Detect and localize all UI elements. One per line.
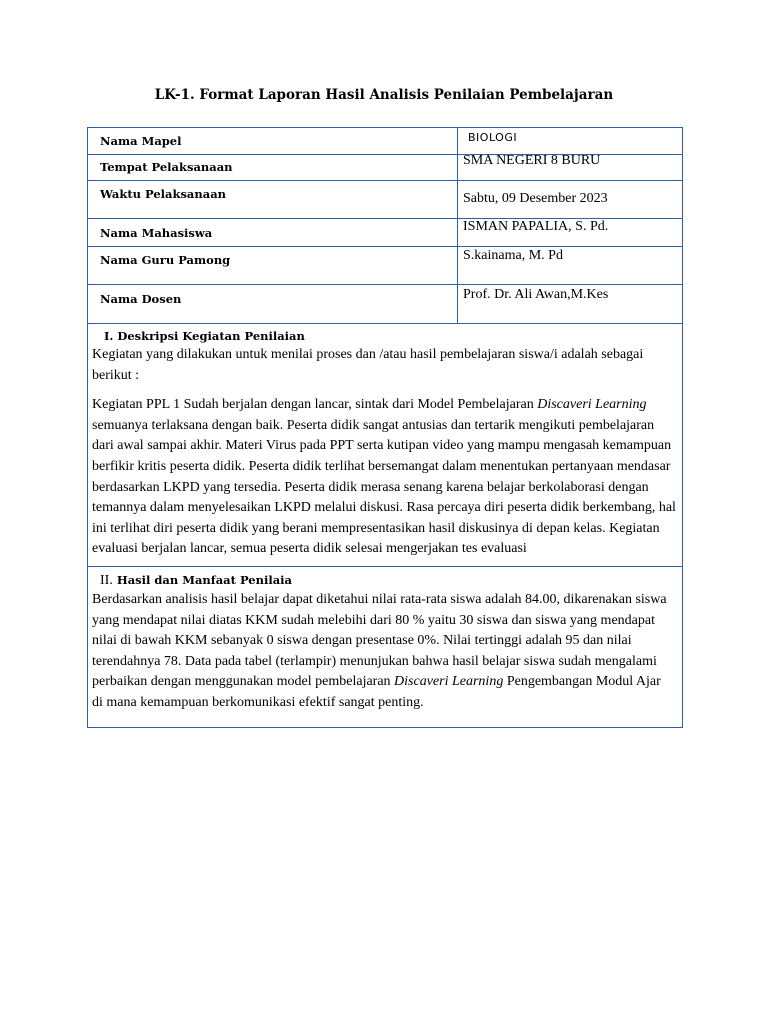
table-divider — [87, 246, 683, 247]
value-nama-dosen: Prof. Dr. Ali Awan,M.Kes — [463, 287, 609, 302]
table-divider — [87, 180, 683, 181]
table-divider — [87, 323, 683, 324]
value-tempat-pelaksanaan: SMA NEGERI 8 BURU — [463, 153, 601, 168]
section-hasil — [92, 571, 678, 714]
section-closing: di mana kemampuan berkomunikasi efektif sangat penting. — [92, 694, 424, 710]
section-intro: Kegiatan yang dilakukan untuk menilai proses dan /atau hasil pembelajaran siswa/i adalah sebagai berikut : — [92, 347, 644, 383]
section-body: Kegiatan PPL 1 Sudah berjalan dengan lancar, sintak dari Model Pembelajaran Discaveri Learning semuanya terlaksana dengan baik. Peserta didik sangat antusias dan tertarik mengikuti pembelajaran dari awal sampai akhir. Materi Virus pada PPT serta kutipan video yang mampu mengasah kemampuan berfikir kritis peserta didik. Peserta didik terlihat bersemangat dalam menentukan pertanyaan mendasar berdasarkan LKPD yang tersedia. Peserta didik merasa senang karena belajar berkolaborasi dengan temannya dalam menyelesaikan LKPD melalui diskusi. Rasa percaya diri peserta didik berkembang, hal ini terlihat diri peserta didik yang berani mempresentasikan hasil diskusinya di depan kelas. Kegiatan evaluasi berjalan lancar, semua peserta didik selesai mengerjakan tes evaluasi — [92, 397, 676, 557]
label-tempat-pelaksanaan: Tempat Pelaksanaan — [100, 160, 233, 174]
table-divider — [87, 566, 683, 567]
value-waktu-pelaksanaan: Sabtu, 09 Desember 2023 — [463, 191, 608, 206]
document-title: LK-1. Format Laporan Hasil Analisis Penilaian Pembelajaran — [154, 87, 614, 103]
section-heading: II. Hasil dan Manfaat Penilaia — [100, 573, 292, 588]
label-nama-mahasiswa: Nama Mahasiswa — [100, 226, 213, 240]
table-divider — [87, 284, 683, 285]
section-body: Berdasarkan analisis hasil belajar dapat diketahui nilai rata-rata siswa adalah 84.00, dikarenakan siswa yang mendapat nilai diatas KKM sudah melebihi dari 80 % yaitu 30 siswa dan siswa yang mendapat nilai di bawah KKM sebanyak 0 siswa dengan presentase 0%. Nilai tertinggi adalah 95 dan nilai terendahnya 78. Data pada tabel (terlampir) menunjukan bahwa hasil belajar siswa sudah mengalami perbaikan dengan menggunakan model pembelajaran Discaveri Learning Pengembangan Modul Ajar — [92, 592, 667, 690]
value-nama-mahasiswa: ISMAN PAPALIA, S. Pd. — [463, 219, 609, 234]
column-divider — [457, 127, 458, 324]
section-deskripsi — [92, 327, 678, 560]
value-nama-mapel: BIOLOGI — [468, 131, 518, 144]
label-waktu-pelaksanaan: Waktu Pelaksanaan — [100, 187, 227, 201]
section-heading: I. Deskripsi Kegiatan Penilaian — [104, 329, 305, 343]
label-nama-mapel: Nama Mapel — [100, 134, 182, 148]
label-nama-dosen: Nama Dosen — [100, 292, 182, 306]
label-nama-guru-pamong: Nama Guru Pamong — [100, 253, 231, 267]
value-nama-guru-pamong: S.kainama, M. Pd — [463, 248, 563, 263]
